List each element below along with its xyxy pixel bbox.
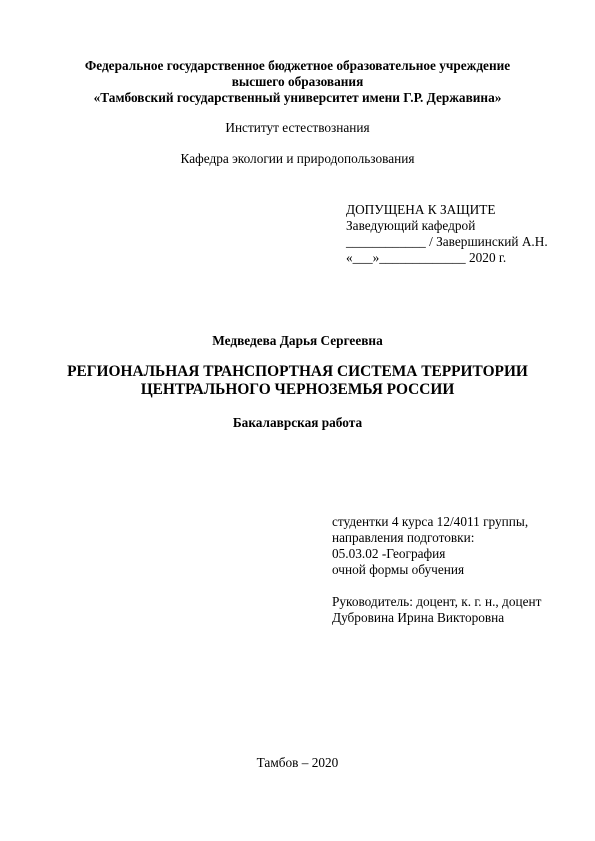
approval-line-4: «___»_____________ 2020 г. xyxy=(346,250,507,265)
student-info-line-1: студентки 4 курса 12/4011 группы, xyxy=(332,514,529,529)
thesis-title-line-2: ЦЕНТРАЛЬНОГО ЧЕРНОЗЕМЬЯ РОССИИ xyxy=(140,381,455,398)
institute-line: Институт естествознания xyxy=(225,120,370,135)
supervisor-line-1: Руководитель: доцент, к. г. н., доцент xyxy=(332,594,542,609)
author-name: Медведева Дарья Сергеевна xyxy=(212,333,383,348)
org-line-2: высшего образования xyxy=(231,74,364,89)
org-line-3: «Тамбовский государственный университет имени Г.Р. Державина» xyxy=(93,90,502,105)
approval-line-2: Заведующий кафедрой xyxy=(346,218,476,233)
department-line: Кафедра экологии и природопользования xyxy=(180,151,415,166)
org-line-1: Федеральное государственное бюджетное образовательное учреждение xyxy=(84,58,511,73)
city-year-footer: Тамбов – 2020 xyxy=(256,755,339,770)
approval-line-3: ____________ / Завершинский А.Н. xyxy=(346,234,548,249)
student-info-line-2: направления подготовки: xyxy=(332,530,475,545)
work-type: Бакалаврская работа xyxy=(232,415,363,430)
supervisor-line-2: Дубровина Ирина Викторовна xyxy=(332,610,505,625)
student-info-line-4: очной формы обучения xyxy=(332,562,465,577)
student-info-line-3: 05.03.02 -География xyxy=(332,546,446,561)
thesis-title-line-1: РЕГИОНАЛЬНАЯ ТРАНСПОРТНАЯ СИСТЕМА ТЕРРИТОРИИ xyxy=(67,363,528,380)
approval-line-1: ДОПУЩЕНА К ЗАЩИТЕ xyxy=(346,202,496,217)
